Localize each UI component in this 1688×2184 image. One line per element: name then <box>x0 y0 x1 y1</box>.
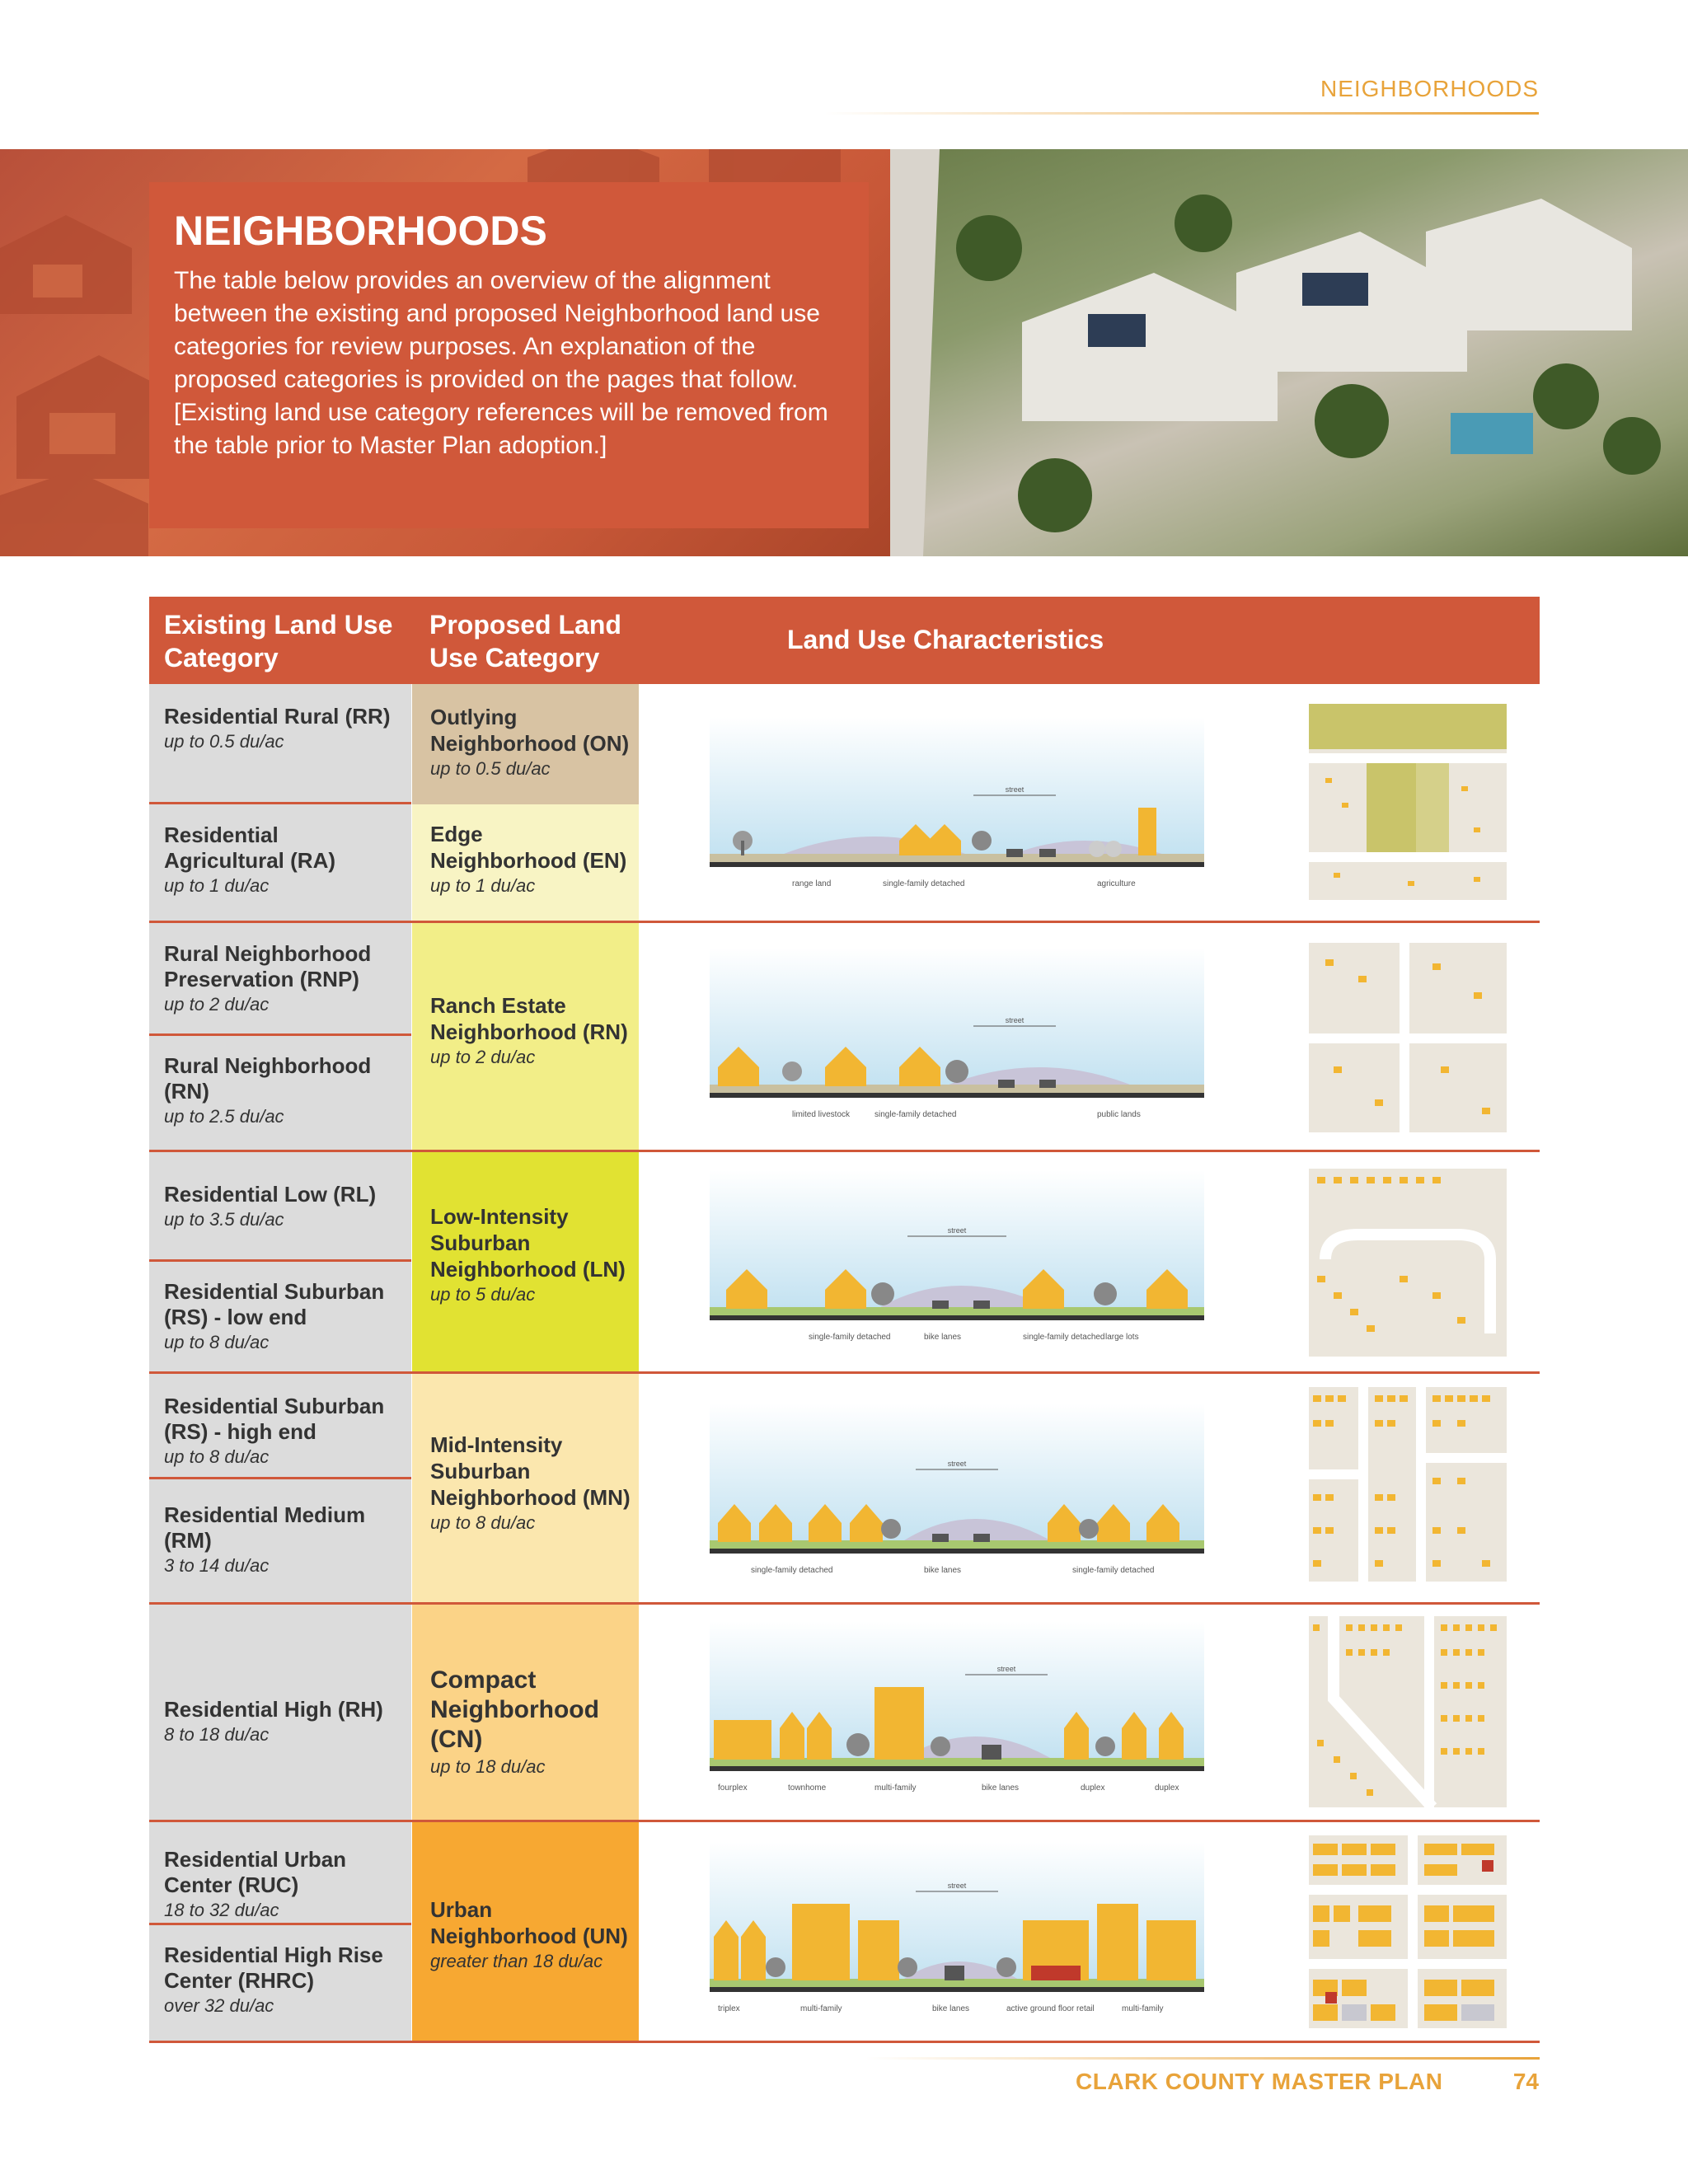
existing-category: Residential Agricultural (RA) up to 1 du/ac <box>164 823 335 896</box>
street-section-illustration <box>710 1842 1204 2023</box>
proposed-cell <box>412 1374 639 1602</box>
illus-label: single-family detached <box>874 1110 957 1119</box>
table-row <box>149 1374 1540 1605</box>
illus-label: single-family detached <box>1072 1566 1155 1575</box>
page-title: NEIGHBORHOODS <box>174 208 547 254</box>
table-row <box>149 684 1540 923</box>
site-plan-map <box>1309 1169 1507 1357</box>
illus-label: range land <box>792 879 832 888</box>
proposed-category: Compact Neighborhood (CN) up to 18 du/ac <box>430 1666 599 1777</box>
street-label: street <box>947 1226 967 1235</box>
proposed-cell <box>412 923 639 1150</box>
existing-category: Residential Medium (RM) 3 to 14 du/ac <box>164 1502 366 1576</box>
street-label: street <box>996 1665 1016 1673</box>
illus-label: single-family detached <box>751 1566 833 1575</box>
illus-label: bike lanes <box>932 2004 970 2013</box>
proposed-category: Outlying Neighborhood (ON) up to 0.5 du/ac <box>430 705 630 779</box>
illus-label: single-family detached <box>1023 1333 1105 1342</box>
illus-label: bike lanes <box>924 1566 962 1575</box>
street-label: street <box>947 1882 967 1890</box>
site-plan-map <box>1309 1387 1507 1582</box>
illus-label: single-family detached <box>883 879 965 888</box>
table-row <box>149 1152 1540 1374</box>
land-use-table <box>149 597 1540 2043</box>
illus-label: triplex <box>718 2004 740 2013</box>
row-divider <box>149 1923 411 1925</box>
site-plan-map <box>1309 943 1507 1132</box>
proposed-cell <box>412 1605 639 1820</box>
proposed-category: Low-Intensity Suburban Neighborhood (LN) up to 5 du/ac <box>430 1204 626 1305</box>
row-divider <box>149 1033 411 1036</box>
existing-category: Residential Suburban (RS) - low end up to 8 du/ac <box>164 1279 385 1352</box>
illus-label: bike lanes <box>924 1333 962 1342</box>
top-rule <box>824 112 1539 115</box>
illus-label: single-family detached <box>809 1333 891 1342</box>
row-divider <box>149 1259 411 1262</box>
proposed-cell <box>412 684 639 804</box>
row-divider <box>149 1477 411 1479</box>
aerial-houses-illustration <box>890 149 1688 556</box>
site-plan-map <box>1309 704 1507 900</box>
proposed-cell <box>412 1822 639 2041</box>
illus-label: bike lanes <box>982 1783 1020 1793</box>
footer-rule <box>865 2057 1540 2060</box>
existing-category: Residential High (RH) 8 to 18 du/ac <box>164 1697 383 1745</box>
illus-label: active ground floor retail <box>1006 2004 1095 2013</box>
illus-label: duplex <box>1081 1783 1105 1793</box>
existing-category: Residential Rural (RR) up to 0.5 du/ac <box>164 704 391 752</box>
intro-box <box>149 182 869 528</box>
page-number: 74 <box>1512 2069 1539 2094</box>
table-row <box>149 923 1540 1152</box>
hero-photo-right <box>890 149 1688 556</box>
illus-label: townhome <box>788 1783 827 1793</box>
illus-label: duplex <box>1155 1783 1179 1793</box>
street-section-illustration <box>710 1621 1204 1802</box>
table-row <box>149 1822 1540 2043</box>
existing-category: Rural Neighborhood Preservation (RNP) up to 2 du/ac <box>164 941 372 1015</box>
illus-label: large lots <box>1105 1333 1139 1342</box>
footer-title: CLARK COUNTY MASTER PLAN <box>1076 2069 1443 2094</box>
street-label: street <box>1005 1016 1025 1024</box>
hero-banner <box>0 149 1688 556</box>
proposed-category: Urban Neighborhood (UN) greater than 18 du/ac <box>430 1897 628 1971</box>
header-characteristics: Land Use Characteristics <box>787 625 1104 654</box>
site-plan-map <box>1309 1835 1507 2028</box>
illus-label: public lands <box>1097 1110 1141 1119</box>
existing-category: Residential Urban Center (RUC) 18 to 32 du/ac <box>164 1847 347 1920</box>
header-existing: Existing Land Use Category <box>164 610 393 673</box>
existing-category: Residential Low (RL) up to 3.5 du/ac <box>164 1182 377 1230</box>
proposed-category: Edge Neighborhood (EN) up to 1 du/ac <box>430 822 627 896</box>
street-label: street <box>947 1460 967 1468</box>
proposed-cell <box>412 1152 639 1371</box>
header-proposed: Proposed Land Use Category <box>429 610 621 673</box>
proposed-cell <box>412 804 639 921</box>
street-section-illustration <box>710 1170 1204 1352</box>
site-plan-map <box>1309 1616 1507 1807</box>
section-label: NEIGHBORHOODS <box>1320 76 1539 101</box>
intro-text: The table below provides an overview of the alignment between the existing and proposed Neighborhood land use categories for review purposes. An explanation of the proposed categories is provided on the pages that follow. [Existing land use category references will be removed from the table prior to Master Plan adoption.] <box>174 267 828 459</box>
street-section-illustration <box>710 1404 1204 1585</box>
row-divider <box>149 802 411 804</box>
proposed-category: Mid-Intensity Suburban Neighborhood (MN) up to 8 du/ac <box>430 1432 631 1533</box>
existing-category: Rural Neighborhood (RN) up to 2.5 du/ac <box>164 1053 372 1127</box>
table-row <box>149 1605 1540 1822</box>
proposed-category: Ranch Estate Neighborhood (RN) up to 2 du/ac <box>430 993 628 1067</box>
street-section-illustration <box>710 948 1204 1129</box>
illus-label: multi-family <box>874 1783 917 1793</box>
illus-label: multi-family <box>1122 2004 1164 2013</box>
illus-label: agriculture <box>1097 879 1136 888</box>
illus-label: multi-family <box>800 2004 842 2013</box>
street-section-illustration <box>710 717 1204 898</box>
table-header <box>149 597 1540 684</box>
street-label: street <box>1005 785 1025 794</box>
existing-category: Residential High Rise Center (RHRC) over 32 du/ac <box>164 1943 383 2016</box>
illus-label: fourplex <box>718 1783 748 1793</box>
illus-label: limited livestock <box>792 1110 851 1119</box>
existing-category: Residential Suburban (RS) - high end up to 8 du/ac <box>164 1394 385 1467</box>
